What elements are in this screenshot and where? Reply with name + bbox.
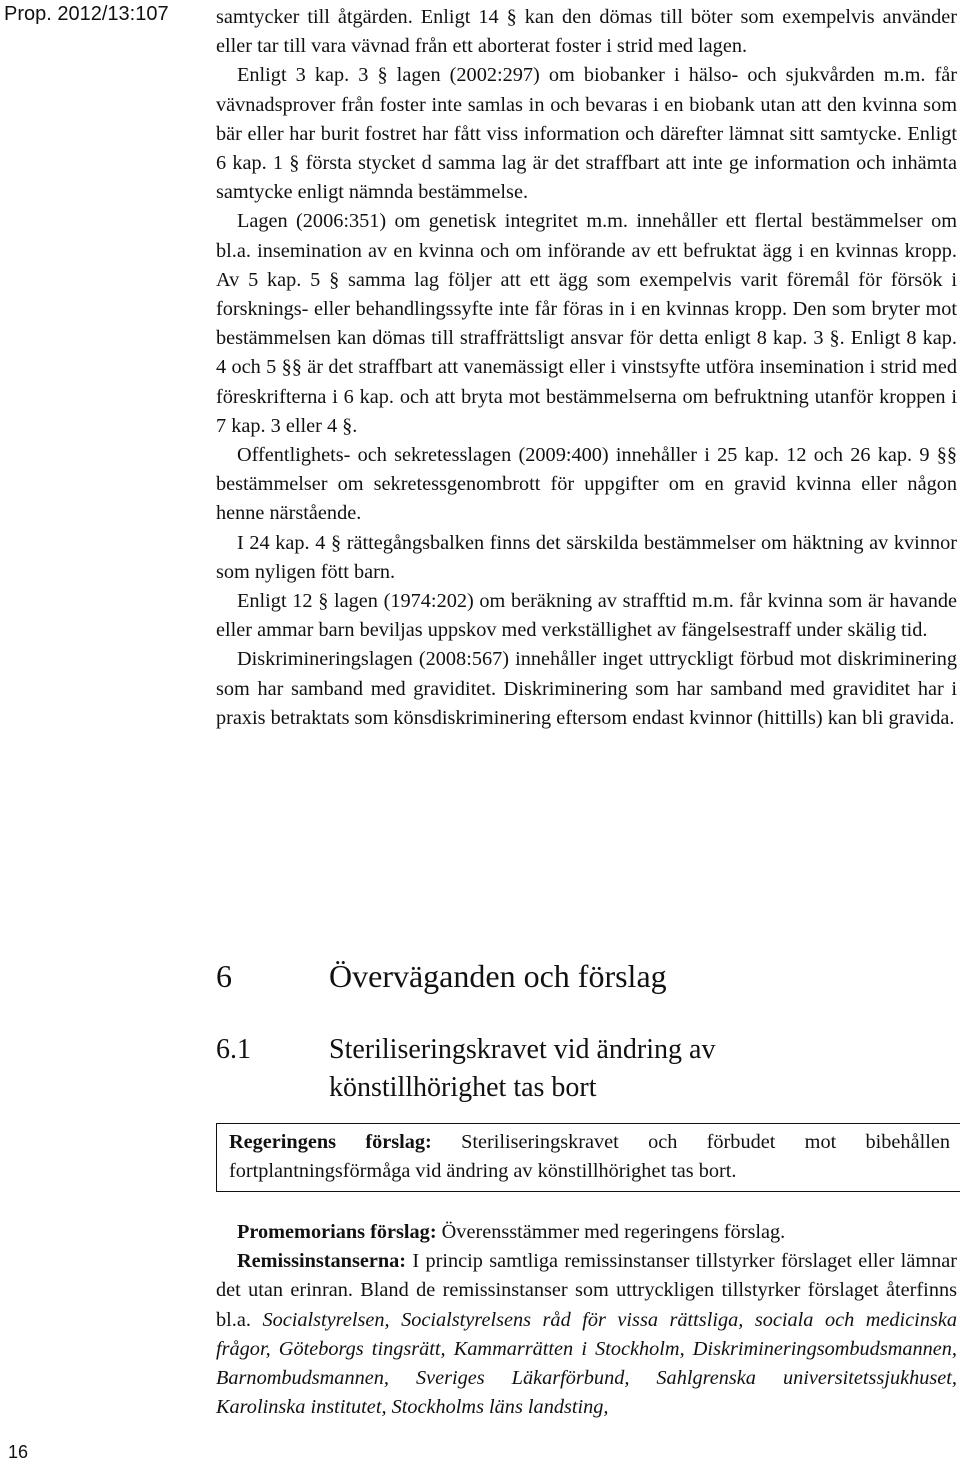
paragraph-sentence: Enligt 12 § lagen (1974:202) om beräkning av strafftid m.m. får kvinna som är havande eller ammar barn beviljas uppskov med verkställighet av fängelsestraff under skälig tid. (216, 590, 957, 642)
subsection-number: 6.1 (216, 1034, 251, 1065)
body-text-bottom (216, 1218, 957, 1422)
government-proposal-box (216, 1123, 960, 1192)
remiss-label: Remissinstanserna: (237, 1250, 407, 1273)
remiss-bodies-list: Socialstyrelsen, Socialstyrelsens råd för vissa rättsliga, sociala och medicinska frågor, Göteborgs tingsrätt, Kammarrätten i Stockholm, Diskrimineringsombudsmannen, Barnombudsmannen, Sveriges Läkarförbund, Sahlgrenska universitetssjukhuset, Karolinska institutet, Stockholms läns landsting, (216, 1308, 957, 1419)
paragraph-custody: I 24 kap. 4 § rättegångsbalken finns det särskilda bestämmelser om häktning av kvinnor som nyligen fött barn. (216, 531, 957, 583)
section-title: Överväganden och förslag (329, 958, 667, 994)
paragraph-discrimination: Diskrimineringslagen (2008:567) innehåller inget uttryckligt förbud mot diskriminering som har samband med graviditet. Diskriminering som har samband med graviditet har i praxis betraktats som könsdiskriminering eftersom endast kvinnor (hittills) kan bli gravida. (216, 648, 957, 729)
subsection-title-line-1: Steriliseringskravet vid ändring av (329, 1034, 716, 1065)
remiss-text: I princip samtliga remissinstanser tillstyrker förslaget eller lämnar det utan erinran. Bland de remissinstanser som uttryckligen tillstyrker förslaget återfinns bl.a. (216, 1250, 957, 1331)
memo-text: Överensstämmer med regeringens förslag. (441, 1221, 786, 1243)
proposal-text: Steriliseringskravet och förbudet mot bibehållen fortplantningsförmåga vid ändring av könstillhörighet tas bort. (229, 1131, 950, 1183)
memo-label: Promemorians förslag: (237, 1221, 437, 1243)
document-reference: Prop. 2012/13:107 (4, 3, 169, 25)
body-text-top (216, 3, 957, 733)
paragraph-secrecy: Offentlighets- och sekretesslagen (2009:400) innehåller i 25 kap. 12 och 26 kap. 9 §§ bestämmelser om sekretessgenombrott för uppgifter om en gravid kvinna eller någon henne närstående. (216, 444, 957, 525)
paragraph-biobank: Enligt 3 kap. 3 § lagen (2002:297) om biobanker i hälso- och sjukvården m.m. får vävnadsprover från foster inte samlas in och bevaras i en biobank utan att den kvinna som bär eller har burit fostret har fått viss information och därefter lämnat sitt samtycke. Enligt 6 kap. 1 § första stycket d samma lag är det straffbart att inte ge information och inhämta samtycke enligt nämnda bestämmelse. (216, 64, 957, 204)
paragraph-genetic-integrity: Lagen (2006:351) om genetisk integritet m.m. innehåller ett flertal bestämmelser om bl.a. insemination av en kvinna och om införande av ett befruktat ägg i en kvinnas kropp. Av 5 kap. 5 § samma lag följer att ett ägg som exempelvis varit föremål för försök i forsknings- eller behandlingssyfte inte får föras in i en kvinnas kropp. Den som bryter mot bestämmelsen kan dömas till straffrättsligt ansvar för detta enligt 8 kap. 3 §. Enligt 8 kap. 4 och 5 §§ är det straffbart att vanemässigt eller i vinstsyfte utföra insemination i strid med föreskrifterna i 6 kap. och att bryta mot bestämmelserna om befruktning utanför kroppen i 7 kap. 3 eller 4 §. (216, 210, 957, 437)
paragraph-penalty: samtycker till åtgärden. Enligt 14 § kan den dömas till böter som exempelvis använder eller tar till vara vävnad från ett aborterat foster i strid med lagen. (216, 6, 957, 58)
subsection-title (329, 1031, 715, 1107)
proposal-label: Regeringens förslag: (229, 1131, 432, 1153)
remiss-paragraph (216, 1247, 957, 1422)
page-number: 16 (8, 1442, 29, 1462)
section-number: 6 (216, 958, 232, 994)
subsection-title-line-2: könstillhörighet tas bort (329, 1072, 597, 1103)
memo-paragraph (216, 1218, 957, 1247)
